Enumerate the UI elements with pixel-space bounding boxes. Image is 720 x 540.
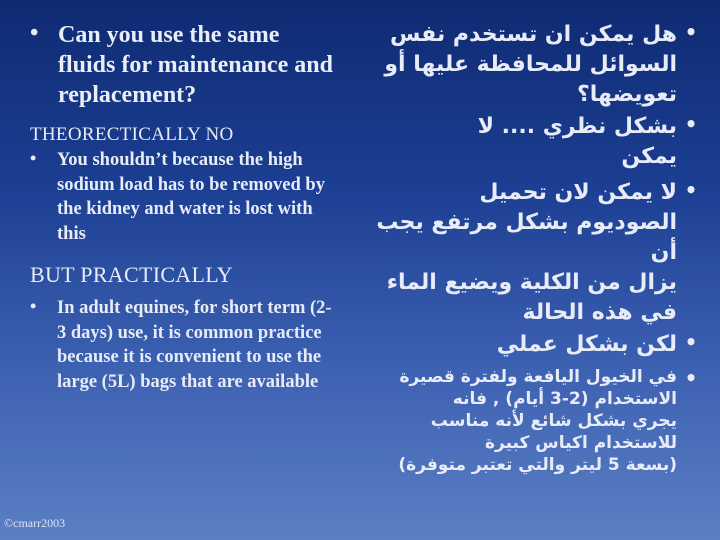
question-text: Can you use the same fluids for maintenance and replacement? bbox=[58, 22, 333, 108]
bullet-icon: • bbox=[684, 330, 698, 354]
right-column-arabic bbox=[360, 20, 705, 478]
bullet-icon: • bbox=[684, 366, 698, 390]
practice-text: In adult equines, for short term (2-3 days) use, it is common practice because it is convenient to use the large (5L) bags that are available bbox=[57, 298, 332, 392]
arabic-text: بشكل نظري .... لا يمكن bbox=[477, 114, 677, 169]
arabic-item-reason bbox=[360, 178, 705, 328]
bullet-icon: • bbox=[30, 296, 37, 316]
arabic-item-question bbox=[360, 20, 705, 110]
arabic-text: هل يمكن ان تستخدم نفس السوائل للمحافظة عليها أو تعويضها؟ bbox=[384, 22, 677, 107]
practice-item bbox=[30, 296, 340, 394]
arabic-text: لكن بشكل عملي bbox=[496, 332, 677, 357]
arabic-item-practice-heading bbox=[360, 330, 705, 360]
bullet-icon: • bbox=[30, 20, 39, 46]
bullet-icon: • bbox=[30, 148, 37, 168]
heading-practically: BUT PRACTICALLY bbox=[30, 262, 233, 287]
left-column bbox=[30, 20, 340, 394]
theory-item bbox=[30, 148, 340, 246]
question-item bbox=[30, 20, 340, 110]
arabic-item-practice bbox=[360, 366, 705, 476]
bullet-icon: • bbox=[684, 112, 698, 136]
copyright-footer: ©cmarr2003 bbox=[4, 516, 66, 530]
arabic-text: في الخيول اليافعة ولفترة قصيرة الاستخدام (2-3 أيام) , فانه يجري بشكل شائع لأنه مناسب للاستخدام اكياس كبيرة (بسعة 5 ليتر والتي تعتبر متوفرة) bbox=[398, 367, 677, 475]
bullet-icon: • bbox=[684, 178, 698, 202]
theory-text: You shouldn’t because the high sodium load has to be removed by the kidney and water is lost with this bbox=[57, 150, 325, 244]
bullet-icon: • bbox=[684, 20, 698, 44]
arabic-text: لا يمكن لان تحميل الصوديوم بشكل مرتفع يجب أن يزال من الكلية ويضيع الماء في هذه الحالة bbox=[376, 180, 677, 325]
heading-theoretically: THEORECTICALLY NO bbox=[30, 124, 234, 145]
arabic-item-theory bbox=[360, 112, 705, 172]
